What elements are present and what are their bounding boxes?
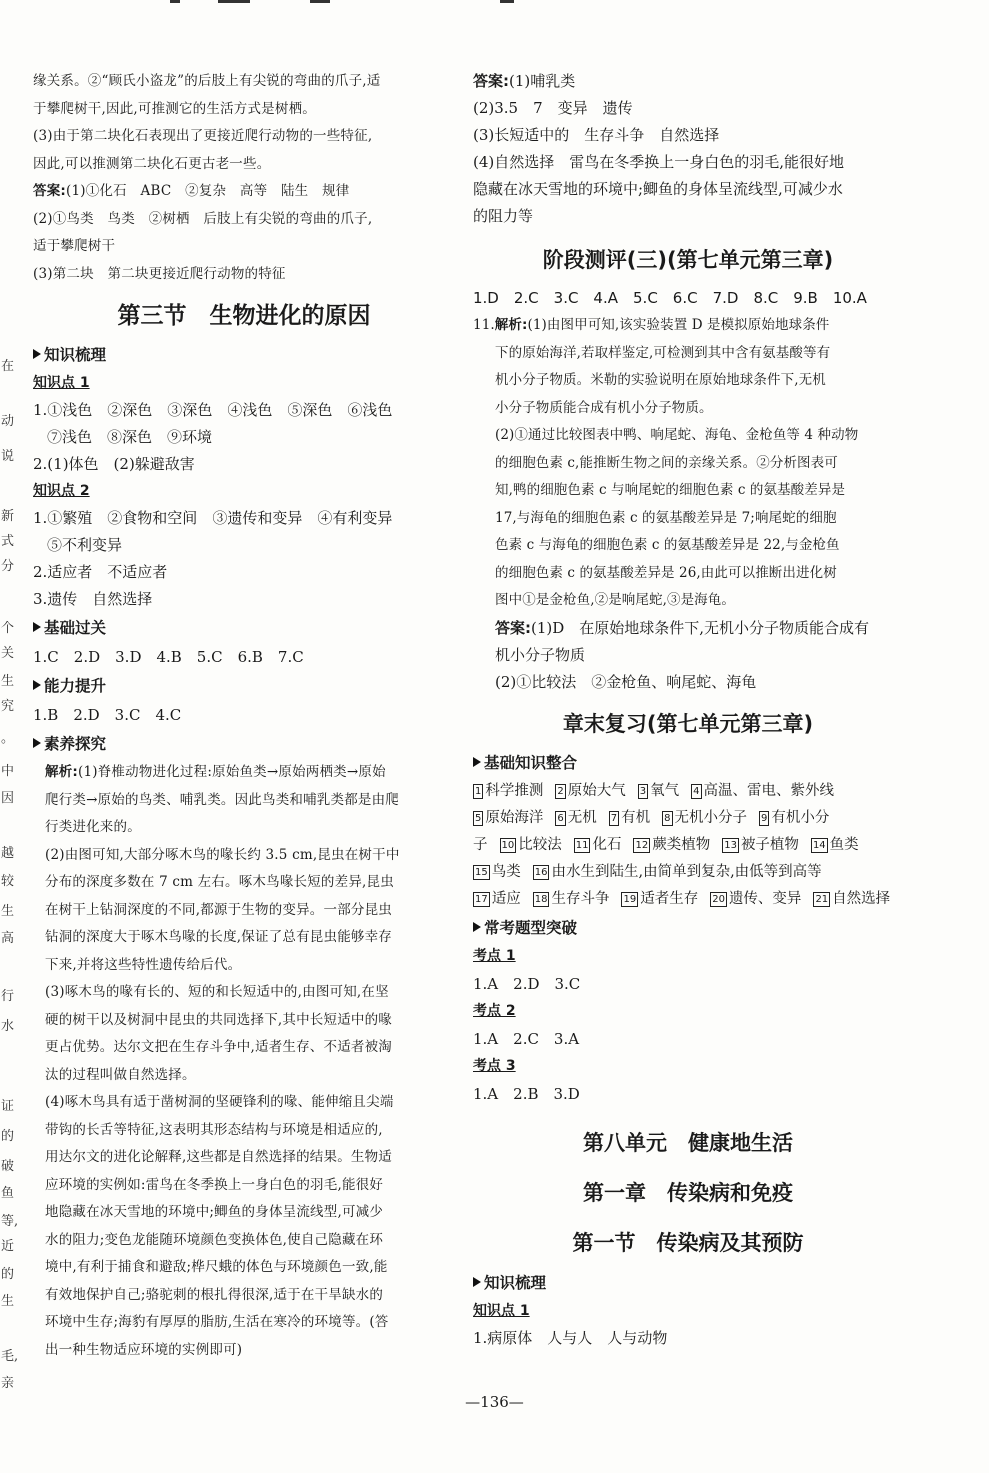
item-number-box: 16 [534, 866, 548, 878]
intro-line: 于攀爬树干,因此,可推测它的生活方式是树栖。 [33, 100, 316, 117]
integration-line [473, 886, 903, 913]
integration-line [473, 832, 903, 859]
item-text: 被子植物 [740, 836, 799, 853]
q11-line: 下的原始海洋,若取样鉴定,可检测到其中含有氨基酸等有 [495, 344, 831, 361]
edge-char: 破 [1, 1159, 15, 1174]
integration-item [500, 837, 562, 853]
q11-answer-line: (2)①比较法 ②金枪鱼、响尾蛇、海龟 [495, 672, 757, 691]
item-number-box: 13 [724, 839, 737, 851]
item-text: 原始大气 [567, 782, 626, 799]
edge-char: 新 [1, 509, 15, 524]
analysis-line: 爬行类→原始的鸟类、哺乳类。因此鸟类和哺乳类都是由爬 [45, 791, 400, 808]
analysis-label: 解析: [45, 764, 78, 780]
answer-line: (4)自然选择 雷鸟在冬季换上一身白色的羽毛,能很好地 [473, 153, 845, 171]
item-number-box: 21 [815, 893, 829, 905]
analysis-label: 解析: [494, 317, 528, 333]
item-text: 有机小分 [771, 809, 830, 826]
stage-mc-answers: 1.D 2.C 3.C 4.A 5.C 6.C 7.D 8.C 9.B 10.A [473, 289, 867, 307]
item-number-box: 15 [475, 866, 488, 878]
knowledge-point-label: 知识点 2 [33, 483, 90, 499]
edge-char: 个 [1, 621, 15, 636]
edge-char: 在 [1, 359, 15, 374]
item-number-box: 10 [501, 839, 515, 851]
q11-line: 的细胞色素 c,能推断生物之间的亲缘关系。②分析图表可 [495, 454, 838, 471]
analysis-line: 应环境的实例如:雷鸟在冬季换上一身白色的羽毛,能很好 [45, 1176, 384, 1193]
exam-point-label: 考点 2 [473, 1002, 516, 1019]
section-title: 第一节 传染病及其预防 [572, 1230, 804, 1255]
knowledge-point-label: 知识点 1 [33, 375, 90, 391]
integration-line [473, 859, 903, 886]
item-text: 无机 [567, 809, 597, 826]
page-number: —136— [465, 1393, 524, 1411]
edge-char: 水 [1, 1019, 15, 1034]
kp-line: 2.适应者 不适应者 [33, 563, 168, 581]
integration-line [473, 805, 903, 832]
integration-item [533, 864, 822, 880]
integration-item [811, 837, 859, 853]
triangle-icon [473, 757, 481, 767]
exam-point-answers: 1.A 2.B 3.D [473, 1084, 580, 1103]
edge-char: 的 [1, 1129, 15, 1144]
q11-line: 17,与海龟的细胞色素 c 的氨基酸差异是 7;响尾蛇的细胞 [495, 509, 837, 526]
integration-item [691, 783, 834, 799]
kp-line: 1.①浅色 ②深色 ③深色 ④浅色 ⑤深色 ⑥浅色 [33, 401, 393, 419]
item-number-box: 12 [635, 839, 649, 851]
item-number-box: 14 [812, 839, 826, 851]
item-text: 由水生到陆生,由简单到复杂,由低等到高等 [551, 863, 822, 880]
heading-text: 知识梳理 [44, 346, 107, 364]
edge-char: 分 [1, 559, 15, 574]
edge-char: 近 [1, 1239, 15, 1254]
integration-list [473, 778, 903, 913]
unit-title: 第八单元 健康地生活 [583, 1130, 793, 1155]
intro-line: (3)由于第二块化石表现出了更接近爬行动物的一些特征, [33, 128, 373, 144]
answer-line: (2)①鸟类 鸟类 ②树栖 后肢上有尖锐的弯曲的爪子, [33, 210, 373, 227]
integration-item [574, 837, 622, 853]
edge-char: 中 [1, 764, 15, 779]
heading-text: 素养探究 [44, 735, 107, 753]
triangle-icon [33, 349, 41, 359]
q11-line: 机小分子物质。米勒的实验说明在原始地球条件下,无机 [495, 372, 826, 388]
left-column [33, 68, 455, 1364]
analysis-line: 带钩的长舌等特征,这表明其形态结构与环境是相适应的, [45, 1121, 383, 1138]
stage-test-title: 阶段测评(三)(第七单元第三章) [542, 248, 834, 272]
item-number-box: 5 [475, 812, 482, 824]
heading-common [473, 913, 903, 943]
analysis-line: 在树干上钻洞深度的不同,都源于生物的变异。一部分昆虫 [45, 901, 392, 918]
analysis-line: 钻洞的深度大于啄木鸟喙的长度,保证了总有昆虫能够幸存 [45, 929, 392, 945]
item-text: 遗传、变异 [728, 890, 802, 907]
edge-char: 的 [1, 1267, 15, 1282]
answer-label: 答案: [33, 183, 66, 199]
integration-item [473, 783, 543, 799]
item-text: 适应 [491, 890, 521, 907]
integration-item [555, 810, 596, 826]
edge-char: 动 [1, 414, 15, 429]
top-print-marks [170, 0, 530, 6]
item-number-box: 3 [639, 785, 647, 797]
q11-line: 的细胞色素 c 的氨基酸差异是 26,由此可以推断出进化树 [495, 564, 837, 581]
analysis-line: 下来,并将这些特性遗传给后代。 [45, 956, 242, 973]
heading-text: 基础知识整合 [484, 753, 578, 772]
edge-char: 鱼 [1, 1186, 15, 1201]
triangle-icon [33, 622, 41, 632]
analysis-line: 境中,有利于捕食和避敌;桦尺蛾的体色与环境颜色一致,能 [45, 1259, 388, 1275]
heading-integration [473, 748, 903, 778]
q11-answer-line [473, 615, 903, 642]
answer-line [33, 178, 455, 206]
analysis-line [33, 759, 455, 787]
analysis-line: 硬的树干以及树洞中昆虫的共同选择下,其中长短适中的喙 [45, 1011, 392, 1028]
edge-char: 因 [1, 791, 15, 806]
edge-char: 行 [1, 989, 15, 1004]
item-number-box: 7 [610, 812, 618, 824]
integration-item [473, 891, 521, 907]
integration-item [813, 891, 890, 907]
edge-char: 。 [1, 731, 15, 746]
q11-line: 图中①是金枪鱼,②是响尾蛇,③是海龟。 [495, 592, 735, 608]
integration-item [722, 837, 799, 853]
item-number-box: 4 [693, 785, 700, 797]
item-text: 蕨类植物 [652, 836, 711, 853]
kp-line: 2.(1)体色 (2)躲避敌害 [33, 455, 195, 473]
kp-line: ⑦浅色 ⑧深色 ⑨环境 [47, 428, 213, 446]
exam-point-label: 考点 1 [473, 947, 516, 964]
q11-answer-line: 机小分子物质 [495, 645, 586, 664]
heading-text: 知识梳理 [484, 1273, 547, 1292]
intro-line: 缘关系。②“顾氏小盗龙”的后肢上有尖锐的弯曲的爪子,适 [33, 73, 381, 89]
heading-text: 基础过关 [44, 619, 107, 637]
item-number-box: 17 [475, 893, 488, 905]
answer-line: (3)第二块 第二块更接近爬行动物的特征 [33, 265, 286, 282]
integration-item [533, 891, 610, 907]
q11-analysis [473, 340, 903, 615]
heading-ability [33, 671, 455, 701]
q11-line: (2)①通过比较图表中鸭、响尾蛇、海龟、金枪鱼等 4 种动物 [495, 427, 859, 443]
analysis-line: 更占优势。达尔文把在生存斗争中,适者生存、不适者被淘 [45, 1039, 392, 1055]
edge-char: 亲 [1, 1376, 15, 1391]
analysis-line: 环境中生存;海豹有厚厚的脂肪,生活在寒冷的环境等。(答 [45, 1314, 389, 1330]
answer-line: 隐藏在冰天雪地的环境中;鲫鱼的身体呈流线型,可减少水 [473, 180, 843, 198]
edge-char: 越 [1, 846, 15, 861]
edge-char: 生 [1, 904, 15, 919]
item-text: 子 [473, 836, 488, 853]
item-text: 比较法 [518, 836, 562, 853]
kp-line: ⑤不利变异 [47, 536, 123, 554]
edge-char: 生 [1, 674, 15, 689]
item-number-box: 2 [557, 785, 564, 797]
integration-item [555, 783, 625, 799]
exam-point-answers: 1.A 2.D 3.C [473, 974, 581, 993]
heading-text: 能力提升 [44, 677, 107, 695]
edge-char: 毛, [1, 1349, 19, 1364]
item-text: 鸟类 [491, 863, 521, 880]
q11-line [473, 312, 903, 340]
edge-char: 高 [1, 931, 15, 946]
edge-char: 生 [1, 1294, 15, 1309]
analysis-line: 汰的过程叫做自然选择。 [45, 1066, 196, 1083]
answer-line: (2)3.5 7 变异 遗传 [473, 99, 633, 117]
edge-char: 究 [1, 699, 15, 714]
question-number: 11. [473, 317, 495, 333]
item-text: 生存斗争 [551, 890, 610, 907]
chapter-title: 第一章 传染病和免疫 [583, 1180, 793, 1205]
integration-item [473, 837, 488, 853]
item-number-box: 11 [575, 839, 589, 851]
item-text: 高温、雷电、紫外线 [703, 782, 834, 799]
q11-line: 色素 c 与海龟的细胞色素 c 的氨基酸差异是 22,与金枪鱼 [495, 537, 840, 553]
item-number-box: 9 [761, 812, 768, 824]
answer-text: (1)D 在原始地球条件下,无机小分子物质能合成有 [531, 618, 870, 637]
item-text: 氧气 [650, 782, 680, 799]
edge-char: 式 [1, 534, 15, 549]
item-number-box: 18 [534, 893, 548, 905]
kp-line: 1.病原体 人与人 人与动物 [473, 1328, 668, 1347]
knowledge-point-label: 知识点 1 [473, 1302, 530, 1319]
basic-answers: 1.C 2.D 3.D 4.B 5.C 6.B 7.C [33, 648, 304, 666]
integration-item [710, 891, 801, 907]
heading-basic [33, 613, 455, 643]
item-text: 原始海洋 [485, 809, 544, 826]
exam-point-answers: 1.A 2.C 3.A [473, 1029, 580, 1048]
triangle-icon [473, 1277, 481, 1287]
answer-label: 答案: [495, 618, 531, 637]
section-title: 第三节 生物进化的原因 [117, 303, 371, 329]
analysis-paragraph [33, 759, 455, 1364]
item-text: 科学推测 [485, 782, 544, 799]
triangle-icon [33, 680, 41, 690]
integration-item [473, 810, 543, 826]
integration-item [662, 810, 747, 826]
edge-char: 证 [1, 1099, 15, 1114]
integration-item [621, 891, 698, 907]
q11-line: 知,鸭的细胞色素 c 与响尾蛇的细胞色素 c 的氨基酸差异是 [495, 482, 846, 498]
answer-text: (1)哺乳类 [509, 72, 576, 90]
edge-char: 较 [1, 874, 15, 889]
item-number-box: 19 [623, 893, 637, 905]
integration-item [638, 783, 679, 799]
analysis-line: 有效地保护自己;骆驼刺的根扎得很深,适于在干旱缺水的 [45, 1286, 384, 1303]
edge-char: 说 [1, 449, 15, 464]
answer-line: 适于攀爬树干 [33, 238, 116, 254]
integration-item [473, 864, 521, 880]
triangle-icon [473, 922, 481, 932]
heading-knowledge [473, 1268, 903, 1298]
q11-line: 小分子物质能合成有机小分子物质。 [495, 399, 713, 416]
item-text: 有机 [621, 809, 651, 826]
answer-label: 答案: [473, 72, 509, 90]
answer-line: 的阻力等 [473, 207, 534, 225]
integration-item [609, 810, 650, 826]
item-text: 适者生存 [640, 890, 699, 907]
edge-char: 关 [1, 646, 15, 661]
analysis-line: 用达尔文的进化论解释,这些都是自然选择的结果。生物适 [45, 1149, 392, 1165]
item-text: 无机小分子 [674, 809, 747, 826]
exam-point-label: 考点 3 [473, 1057, 516, 1074]
right-column [473, 68, 903, 1352]
item-number-box: 8 [664, 812, 671, 824]
edge-char: 等, [1, 1214, 19, 1229]
integration-item [633, 837, 710, 853]
item-text: 鱼类 [829, 836, 859, 853]
ability-answers: 1.B 2.D 3.C 4.C [33, 706, 182, 724]
item-number-box: 1 [475, 785, 482, 797]
item-number-box: 6 [557, 812, 564, 824]
analysis-line: (2)由图可知,大部分啄木鸟的喙长约 3.5 cm,昆虫在树干中 [45, 846, 400, 863]
analysis-line: (3)啄木鸟的喙有长的、短的和长短适中的,由图可知,在坚 [45, 984, 389, 1000]
integration-item [759, 810, 829, 826]
triangle-icon [33, 738, 41, 748]
heading-literacy [33, 729, 455, 759]
item-text: 自然选择 [832, 890, 891, 907]
chapter-review-title: 章末复习(第七单元第三章) [562, 711, 814, 736]
analysis-text: (1)由图甲可知,该实验装置 D 是模拟原始地球条件 [527, 317, 830, 333]
kp-line: 1.①繁殖 ②食物和空间 ③遗传和变异 ④有利变异 [33, 509, 393, 527]
analysis-line: 地隐藏在冰天雪地的环境中;鲫鱼的身体呈流线型,可减少 [45, 1204, 384, 1220]
analysis-line: 分布的深度多数在 7 cm 左右。啄木鸟喙长短的差异,昆虫 [45, 874, 394, 890]
analysis-line: 行类进化来的。 [45, 819, 141, 835]
analysis-line: 水的阻力;变色龙能随环境颜色变换体色,使自己隐藏在环 [45, 1231, 384, 1248]
heading-knowledge [33, 340, 455, 370]
intro-paragraph [33, 68, 455, 178]
item-number-box: 20 [712, 893, 725, 905]
answer-text: (1)①化石 ABC ②复杂 高等 陆生 规律 [66, 183, 350, 199]
answer-line: (3)长短适中的 生存斗争 自然选择 [473, 126, 720, 144]
analysis-line: 出一种生物适应环境的实例即可) [45, 1341, 243, 1358]
item-text: 化石 [592, 836, 622, 853]
answer-line [473, 68, 903, 95]
intro-line: 因此,可以推测第二块化石更古老一些。 [33, 155, 271, 172]
integration-line [473, 778, 903, 805]
answer-block [473, 95, 903, 230]
analysis-line: (4)啄木鸟具有适于凿树洞的坚硬锋利的喙、能伸缩且尖端 [45, 1094, 394, 1110]
heading-text: 常考题型突破 [484, 918, 578, 937]
analysis-text: (1)脊椎动物进化过程:原始鱼类→原始两栖类→原始 [78, 764, 386, 780]
kp-line: 3.遗传 自然选择 [33, 590, 153, 608]
